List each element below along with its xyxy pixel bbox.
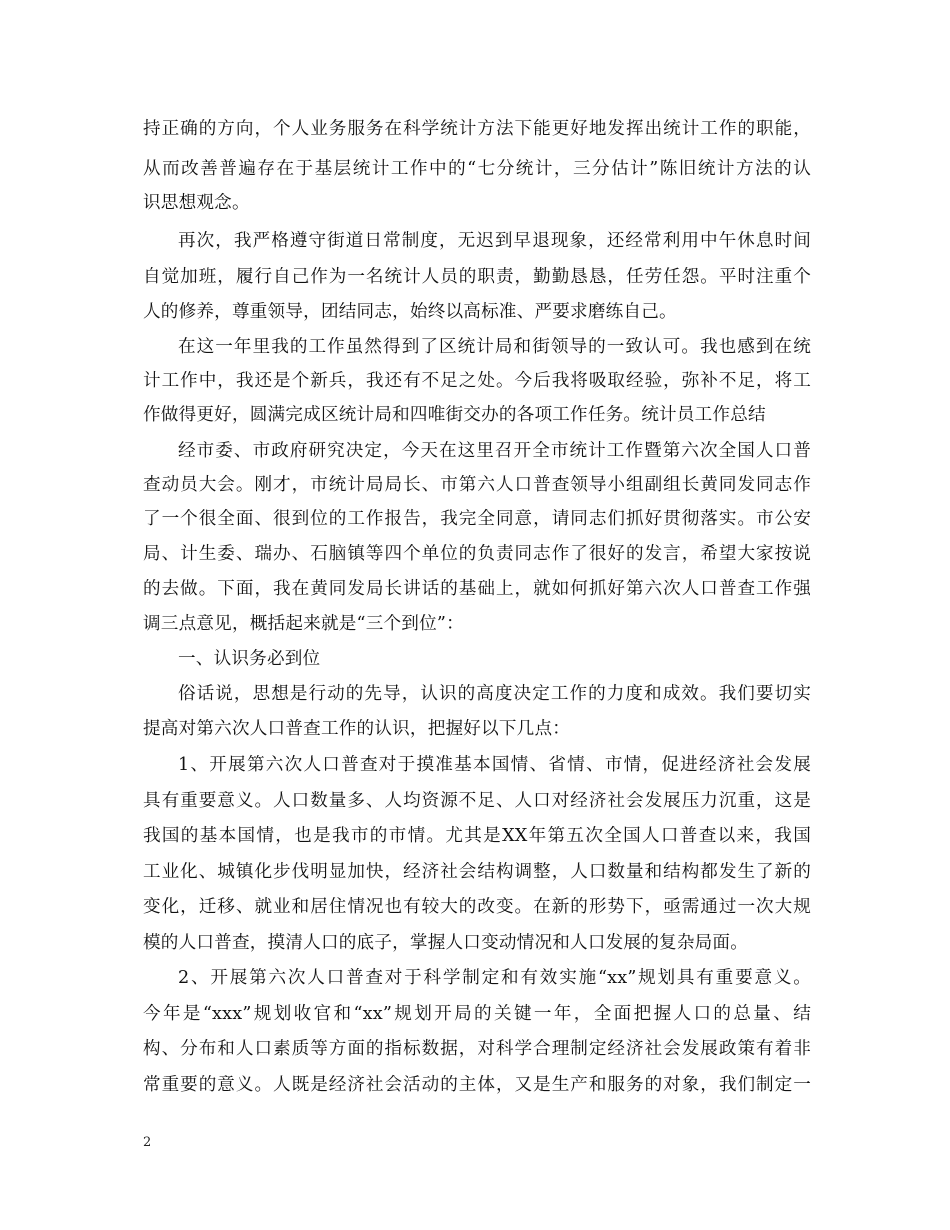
text-line: 识思想观念。	[143, 193, 250, 213]
text-line: 计工作中，我还是个新兵，我还有不足之处。今后我将吸取经验，弥补不足，将工	[143, 371, 811, 391]
text-line: 我国的基本国情，也是我市的市情。尤其是XX年第五次全国人口普查以来，我国	[143, 826, 811, 846]
text-line: 自觉加班，履行自己作为一名统计人员的职责，勤勤恳恳，任劳任怨。平时注重个	[143, 267, 811, 287]
text-line: 工业化、城镇化步伐明显加快，经济社会结构调整，人口数量和结构都发生了新的	[143, 862, 811, 882]
text-line: 经市委、市政府研究决定，今天在这里召开全市统计工作暨第六次全国人口普	[178, 441, 811, 461]
text-line: 2、开展第六次人口普查对于科学制定和有效实施“xx”规划具有重要意义。	[178, 968, 811, 988]
text-line: 常重要的意义。人既是经济社会活动的主体，又是生产和服务的对象，我们制定一	[143, 1075, 811, 1095]
text-line: 持正确的方向，个人业务服务在科学统计方法下能更好地发挥出统计工作的职能，	[143, 119, 811, 139]
text-line: 俗话说，思想是行动的先导，认识的高度决定工作的力度和成效。我们要切实	[178, 684, 811, 704]
text-line: 变化，迁移、就业和居住情况也有较大的改变。在新的形势下，亟需通过一次大规	[143, 897, 811, 917]
text-line: 模的人口普查，摸清人口的底子，掌握人口变动情况和人口发展的复杂局面。	[143, 933, 748, 953]
text-line: 具有重要意义。人口数量多、人均资源不足、人口对经济社会发展压力沉重，这是	[143, 791, 811, 811]
text-line: 查动员大会。刚才，市统计局局长、市第六人口普查领导小组副组长黄同发同志作	[143, 475, 811, 495]
text-line: 今年是“xxx”规划收官和“xx”规划开局的关键一年，全面把握人口的总量、结	[143, 1004, 811, 1024]
text-line: 作做得更好，圆满完成区统计局和四唯街交办的各项工作任务。统计员工作总结	[143, 405, 766, 425]
text-line: 构、分布和人口素质等方面的指标数据，对科学合理制定经济社会发展政策有着非	[143, 1039, 811, 1059]
text-line: 1、开展第六次人口普查对于摸准基本国情、省情、市情，促进经济社会发展	[178, 755, 811, 775]
page-number: 2	[143, 1135, 152, 1150]
text-line: 了一个很全面、很到位的工作报告，我完全同意，请同志们抓好贯彻落实。市公安	[143, 509, 811, 529]
text-line: 从而改善普遍存在于基层统计工作中的“七分统计，三分估计”陈旧统计方法的认	[143, 159, 811, 179]
text-line: 再次，我严格遵守街道日常制度，无迟到早退现象，还经常利用中午休息时间	[178, 231, 811, 251]
text-line: 提高对第六次人口普查工作的认识，把握好以下几点：	[143, 719, 571, 739]
text-line: 人的修养，尊重领导，团结同志，始终以高标准、严要求磨练自己。	[143, 302, 677, 322]
text-line: 局、计生委、瑞办、石脑镇等四个单位的负责同志作了很好的发言，希望大家按说	[143, 544, 811, 564]
text-line: 的去做。下面，我在黄同发局长讲话的基础上，就如何抓好第六次人口普查工作强	[143, 579, 811, 599]
text-line: 在这一年里我的工作虽然得到了区统计局和街领导的一致认可。我也感到在统	[178, 337, 811, 357]
text-line: 调三点意见，概括起来就是“三个到位”：	[143, 614, 464, 634]
section-heading: 一、认识务必到位	[178, 649, 321, 669]
